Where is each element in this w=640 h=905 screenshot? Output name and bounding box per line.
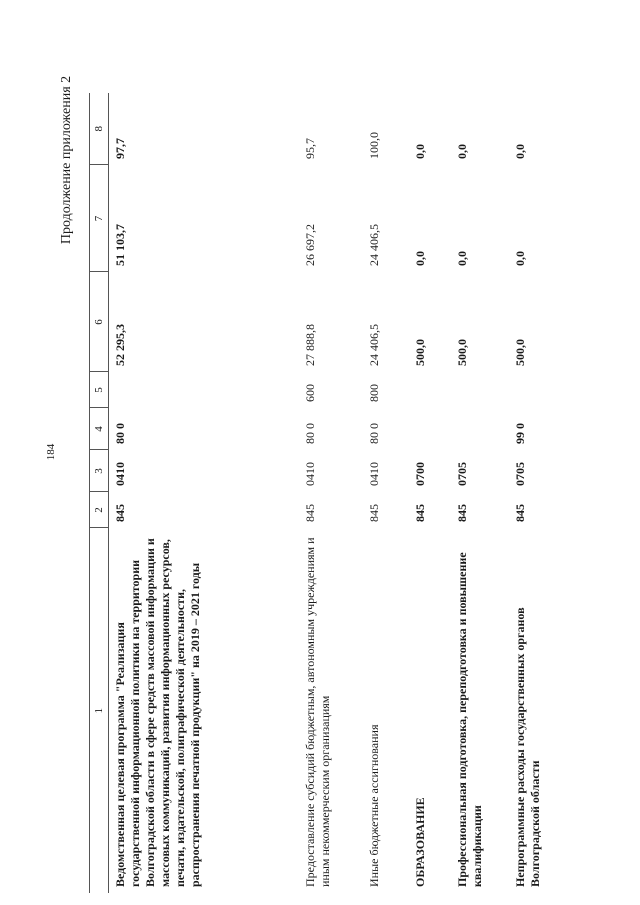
column-number-header-row xyxy=(90,93,109,893)
ministry-code: 845 xyxy=(413,504,427,522)
execution-percent: 95,7 xyxy=(303,138,317,159)
expense-type-code xyxy=(451,372,509,408)
row-name: Непрограммные расходы государственных органов Волгоградской области xyxy=(513,607,542,887)
table-row xyxy=(363,93,409,893)
column-header: 1 xyxy=(90,528,109,893)
planned-amount: 500,0 xyxy=(513,339,527,366)
column-header: 8 xyxy=(90,93,109,165)
execution-percent: 0,0 xyxy=(513,144,527,159)
actual-amount: 51 103,7 xyxy=(113,224,127,266)
column-header: 5 xyxy=(90,372,109,408)
actual-amount: 0,0 xyxy=(513,251,527,266)
target-article-code: 80 0 xyxy=(367,423,381,444)
expenditure-table xyxy=(89,93,557,893)
planned-amount: 500,0 xyxy=(413,339,427,366)
planned-amount: 24 406,5 xyxy=(367,324,381,366)
ministry-code: 845 xyxy=(367,504,381,522)
page-number: 184 xyxy=(45,443,57,461)
expense-type-code: 800 xyxy=(367,384,381,402)
planned-amount: 500,0 xyxy=(455,339,469,366)
target-article-code: 80 0 xyxy=(303,423,317,444)
column-header: 3 xyxy=(90,450,109,492)
section-code: 0700 xyxy=(413,462,427,486)
actual-amount: 0,0 xyxy=(413,251,427,266)
table-row xyxy=(109,93,300,893)
annex-continuation-title: Продолжение приложения 2 xyxy=(59,75,74,245)
expense-type-code xyxy=(409,372,451,408)
column-header: 2 xyxy=(90,492,109,528)
planned-amount: 52 295,3 xyxy=(113,324,127,366)
ministry-code: 845 xyxy=(513,504,527,522)
planned-amount: 27 888,8 xyxy=(303,324,317,366)
target-article-code: 99 0 xyxy=(513,423,527,444)
ministry-code: 845 xyxy=(113,504,127,522)
target-article-code xyxy=(451,408,509,450)
section-code: 0705 xyxy=(513,462,527,486)
row-name: Профессиональная подготовка, переподготовка и повышение квалификации xyxy=(455,552,484,887)
row-name: Предоставление субсидий бюджетным, автономным учреждениям и иным некоммерческим организациям xyxy=(303,537,332,887)
section-code: 0410 xyxy=(113,462,127,486)
execution-percent: 0,0 xyxy=(413,144,427,159)
row-name: Ведомственная целевая программа "Реализация государственной информационной политики на территории Волгоградской области в сфере средств массовой информации и массовых коммуникаций, развития информационных ресурсов, печати, издательской, полиграфической деятельности, распространения печатной продукции" на 2019 – 2021 годы xyxy=(113,538,202,887)
actual-amount: 26 697,2 xyxy=(303,224,317,266)
row-name: Иные бюджетные ассигнования xyxy=(367,724,381,887)
execution-percent: 0,0 xyxy=(455,144,469,159)
expense-type-code: 600 xyxy=(303,384,317,402)
row-name: ОБРАЗОВАНИЕ xyxy=(413,797,427,887)
column-header: 6 xyxy=(90,272,109,372)
section-code: 0705 xyxy=(455,462,469,486)
expense-type-code xyxy=(509,372,557,408)
table-row xyxy=(451,93,509,893)
table-row xyxy=(509,93,557,893)
column-header: 4 xyxy=(90,408,109,450)
ministry-code: 845 xyxy=(455,504,469,522)
ministry-code: 845 xyxy=(303,504,317,522)
execution-percent: 100,0 xyxy=(367,132,381,159)
actual-amount: 24 406,5 xyxy=(367,224,381,266)
actual-amount: 0,0 xyxy=(455,251,469,266)
target-article-code: 80 0 xyxy=(113,423,127,444)
execution-percent: 97,7 xyxy=(113,138,127,159)
section-code: 0410 xyxy=(367,462,381,486)
column-header: 7 xyxy=(90,165,109,272)
section-code: 0410 xyxy=(303,462,317,486)
expense-type-code xyxy=(109,372,300,408)
table-row xyxy=(299,93,363,893)
table-row xyxy=(409,93,451,893)
target-article-code xyxy=(409,408,451,450)
